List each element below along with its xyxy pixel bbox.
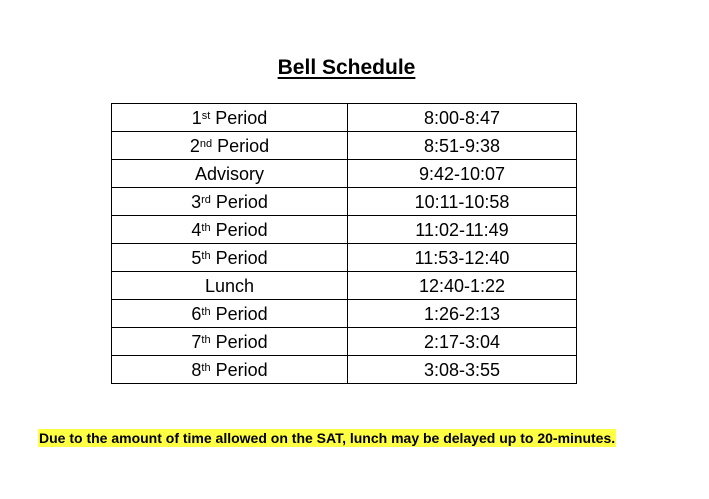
period-number: 4	[191, 219, 202, 240]
sat-lunch-delay-note: Due to the amount of time allowed on the SAT, lunch may be delayed up to 20-minutes.	[39, 430, 616, 446]
period-time-cell: 11:53-12:40	[348, 244, 577, 272]
period-label: Period	[210, 219, 268, 240]
period-name-cell	[112, 356, 348, 384]
schedule-row	[112, 272, 577, 300]
period-number: 7	[191, 331, 202, 352]
bell-schedule-table	[111, 103, 577, 384]
period-label: Advisory	[194, 163, 265, 184]
period-number: 2	[189, 135, 200, 156]
period-name-cell	[112, 216, 348, 244]
schedule-row	[112, 328, 577, 356]
period-label: Period	[212, 135, 270, 156]
period-name-cell	[112, 300, 348, 328]
period-name-cell	[112, 272, 348, 300]
schedule-body	[112, 104, 577, 384]
period-label: Period	[210, 303, 268, 324]
period-time-cell: 8:00-8:47	[348, 104, 577, 132]
period-time-cell: 8:51-9:38	[348, 132, 577, 160]
period-time-cell: 9:42-10:07	[348, 160, 577, 188]
period-number: 3	[191, 191, 202, 212]
period-name-cell	[112, 188, 348, 216]
period-name-cell	[112, 132, 348, 160]
period-time-cell: 3:08-3:55	[348, 356, 577, 384]
period-name-cell	[112, 104, 348, 132]
period-number: 8	[191, 359, 202, 380]
schedule-row	[112, 160, 577, 188]
period-number: 1	[191, 107, 202, 128]
period-ordinal-suffix: th	[201, 333, 211, 346]
period-ordinal-suffix: th	[201, 249, 211, 262]
period-time-cell: 12:40-1:22	[348, 272, 577, 300]
period-number: 6	[191, 303, 202, 324]
period-label: Period	[210, 191, 268, 212]
period-label: Period	[210, 247, 268, 268]
period-label: Lunch	[204, 275, 255, 296]
schedule-row	[112, 244, 577, 272]
period-time-cell: 11:02-11:49	[348, 216, 577, 244]
period-label: Period	[210, 359, 268, 380]
schedule-row	[112, 300, 577, 328]
schedule-row	[112, 188, 577, 216]
period-time-cell: 2:17-3:04	[348, 328, 577, 356]
period-ordinal-suffix: th	[201, 361, 211, 374]
period-ordinal-suffix: th	[201, 305, 211, 318]
period-label: Period	[210, 331, 268, 352]
period-label: Period	[210, 107, 268, 128]
period-time-cell: 1:26-2:13	[348, 300, 577, 328]
schedule-row	[112, 356, 577, 384]
schedule-row	[112, 216, 577, 244]
period-ordinal-suffix: nd	[199, 137, 213, 150]
period-ordinal-suffix: st	[201, 109, 211, 122]
schedule-row	[112, 104, 577, 132]
schedule-row	[112, 132, 577, 160]
period-ordinal-suffix: th	[201, 221, 211, 234]
period-name-cell	[112, 244, 348, 272]
period-number: 5	[191, 247, 202, 268]
period-ordinal-suffix: rd	[201, 193, 211, 206]
period-name-cell	[112, 328, 348, 356]
period-time-cell: 10:11-10:58	[348, 188, 577, 216]
period-name-cell	[112, 160, 348, 188]
page-title: Bell Schedule	[277, 56, 416, 79]
